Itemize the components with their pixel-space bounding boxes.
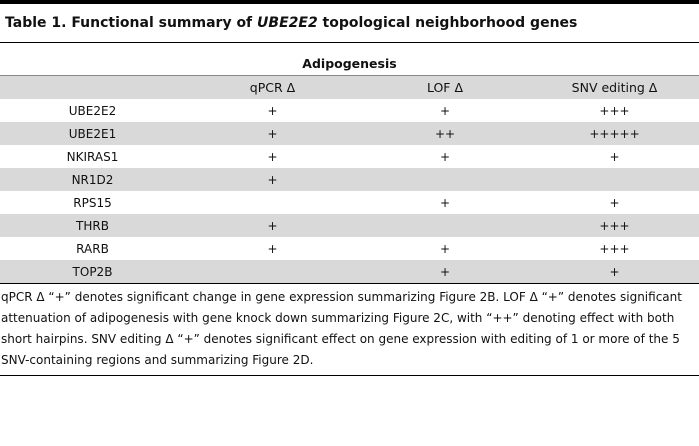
snv-cell: + [609, 149, 620, 164]
lof-cell: + [439, 241, 451, 256]
column-header-row [0, 76, 699, 99]
group-header: Adipogenesis [302, 56, 397, 71]
table-row [0, 168, 699, 191]
table-bottom-rule [0, 283, 699, 284]
table-row [0, 122, 699, 145]
snv-cell: + [530, 260, 699, 283]
gene-cell: TOP2B [0, 260, 185, 283]
qpcr-cell: + [267, 241, 278, 256]
snv-cell [530, 168, 699, 191]
column-header-qpcr: qPCR Δ [185, 76, 360, 99]
qpcr-cell: + [185, 122, 360, 145]
lof-cell: ++ [360, 122, 530, 145]
column-header-gene [0, 76, 185, 99]
lof-cell [360, 214, 530, 237]
gene-cell: UBE2E1 [0, 122, 185, 145]
top-rule [0, 0, 699, 4]
lof-cell: + [439, 149, 451, 164]
qpcr-cell: + [185, 168, 360, 191]
table-row [0, 145, 699, 168]
snv-cell: +++ [599, 103, 630, 118]
snv-cell: + [609, 195, 620, 210]
gene-cell: THRB [0, 214, 185, 237]
table-row [0, 214, 699, 237]
lof-cell: + [439, 195, 451, 210]
qpcr-cell: + [267, 103, 278, 118]
lof-cell: + [360, 260, 530, 283]
gene-cell: UBE2E2 [68, 103, 117, 118]
table-footnote: qPCR Δ “+” denotes significant change in gene expression summarizing Figure 2B. LOF Δ “+” denotes significant attenuation of adipogenesis with gene knock down summarizing Figure 2C, with “++” denoting effect with both short hairpins. SNV editing Δ “+” denotes significant effect on gene expression with editing of 1 or more of the 5 SNV-containing regions and summarizing Figure 2D. [1, 290, 682, 367]
snv-cell: +++++ [530, 122, 699, 145]
data-table [0, 76, 699, 283]
column-header-lof: LOF Δ [360, 76, 530, 99]
snv-cell: +++ [599, 241, 630, 256]
title-suffix: topological neighborhood genes [317, 15, 578, 31]
title-rule [0, 42, 699, 43]
gene-cell: RPS15 [73, 195, 112, 210]
snv-cell: +++ [530, 214, 699, 237]
title-gene: UBE2E2 [257, 15, 318, 31]
table-row [0, 260, 699, 283]
qpcr-cell [185, 260, 360, 283]
gene-cell: NKIRAS1 [66, 149, 119, 164]
title-prefix: Table 1. Functional summary of [5, 15, 258, 31]
table-row [0, 99, 699, 122]
table-row [0, 237, 699, 260]
gene-cell: RARB [76, 241, 109, 256]
qpcr-cell: + [185, 214, 360, 237]
lof-cell: + [439, 103, 451, 118]
qpcr-cell [185, 191, 360, 214]
table-row [0, 191, 699, 214]
bottom-rule [0, 375, 699, 376]
gene-cell: NR1D2 [0, 168, 185, 191]
table-title [5, 15, 577, 31]
column-header-snv: SNV editing Δ [530, 76, 699, 99]
qpcr-cell: + [267, 149, 278, 164]
lof-cell [360, 168, 530, 191]
